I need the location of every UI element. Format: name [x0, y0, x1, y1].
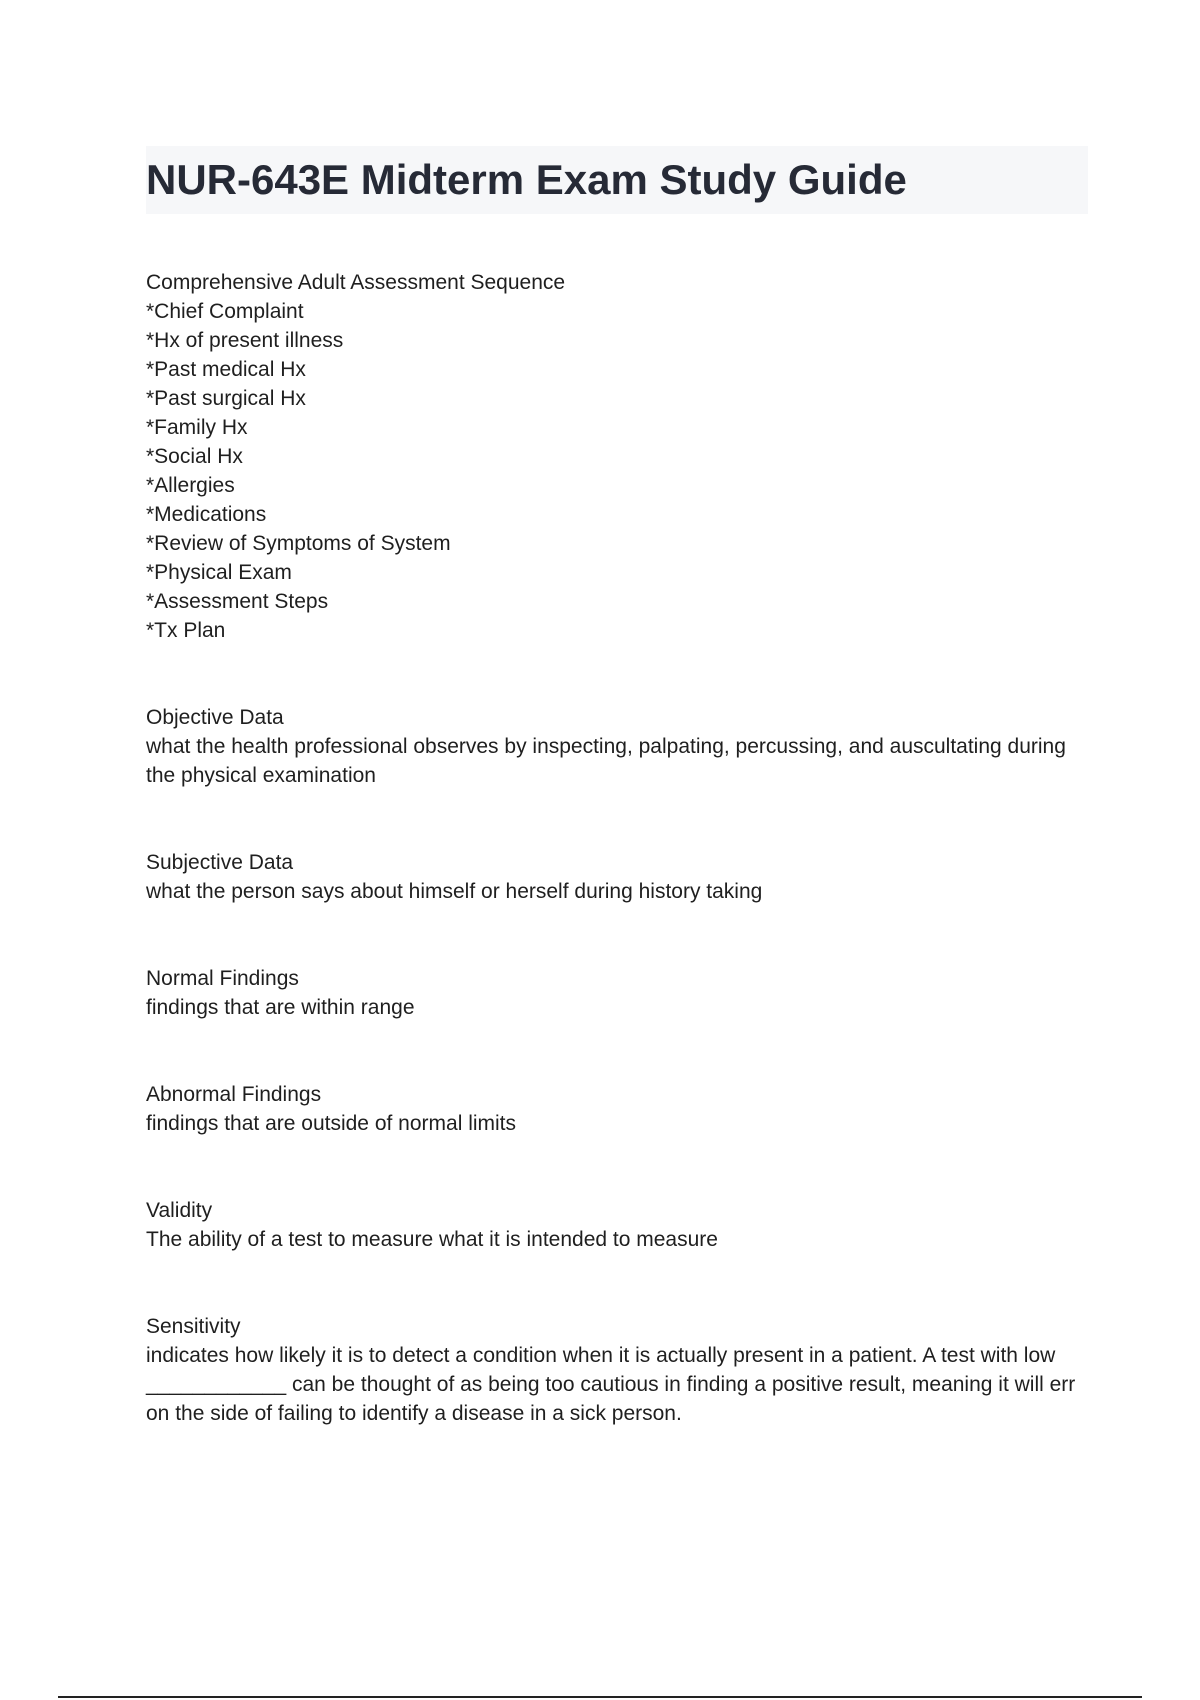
sequence-item: *Family Hx — [146, 416, 248, 439]
sequence-item: *Allergies — [146, 474, 235, 497]
sequence-item: *Past surgical Hx — [146, 387, 306, 410]
term-heading: Sensitivity — [146, 1315, 241, 1338]
term-block-normal-findings — [146, 964, 1088, 1022]
term-heading: Validity — [146, 1199, 213, 1222]
assessment-sequence-block — [146, 268, 1088, 645]
term-definition: indicates how likely it is to detect a condition when it is actually present in a patient. A test with low ____________ can be thought of as being too cautious in finding a positive result, meaning it will err on the side of failing to identify a disease in a sick person. — [146, 1344, 1076, 1425]
term-definition: findings that are within range — [146, 996, 415, 1019]
term-heading: Abnormal Findings — [146, 1083, 322, 1106]
term-definition: findings that are outside of normal limits — [146, 1112, 517, 1135]
sequence-item: *Hx of present illness — [146, 329, 344, 352]
sequence-list — [146, 297, 1088, 645]
term-heading: Subjective Data — [146, 851, 294, 874]
document-body — [146, 268, 1088, 1428]
term-definition: what the health professional observes by inspecting, palpating, percussing, and auscultating during the physical examination — [146, 735, 1066, 787]
sequence-item: *Social Hx — [146, 445, 243, 468]
sequence-item: *Tx Plan — [146, 619, 226, 642]
term-block-validity — [146, 1196, 1088, 1254]
term-block-abnormal-findings — [146, 1080, 1088, 1138]
sequence-item: *Review of Symptoms of System — [146, 532, 451, 555]
sequence-item: *Chief Complaint — [146, 300, 304, 323]
footer-divider — [58, 1696, 1142, 1698]
sequence-heading: Comprehensive Adult Assessment Sequence — [146, 271, 566, 294]
term-definition: The ability of a test to measure what it is intended to measure — [146, 1228, 718, 1251]
title-band — [146, 146, 1088, 214]
term-definition: what the person says about himself or herself during history taking — [146, 880, 763, 903]
sequence-item: *Past medical Hx — [146, 358, 306, 381]
sequence-item: *Assessment Steps — [146, 590, 329, 613]
term-block-subjective-data — [146, 848, 1088, 906]
sequence-item: *Physical Exam — [146, 561, 292, 584]
term-heading: Objective Data — [146, 706, 284, 729]
term-heading: Normal Findings — [146, 967, 299, 990]
page-title: NUR-643E Midterm Exam Study Guide — [146, 156, 907, 203]
term-block-objective-data — [146, 703, 1088, 790]
sequence-item: *Medications — [146, 503, 267, 526]
term-block-sensitivity — [146, 1312, 1088, 1428]
